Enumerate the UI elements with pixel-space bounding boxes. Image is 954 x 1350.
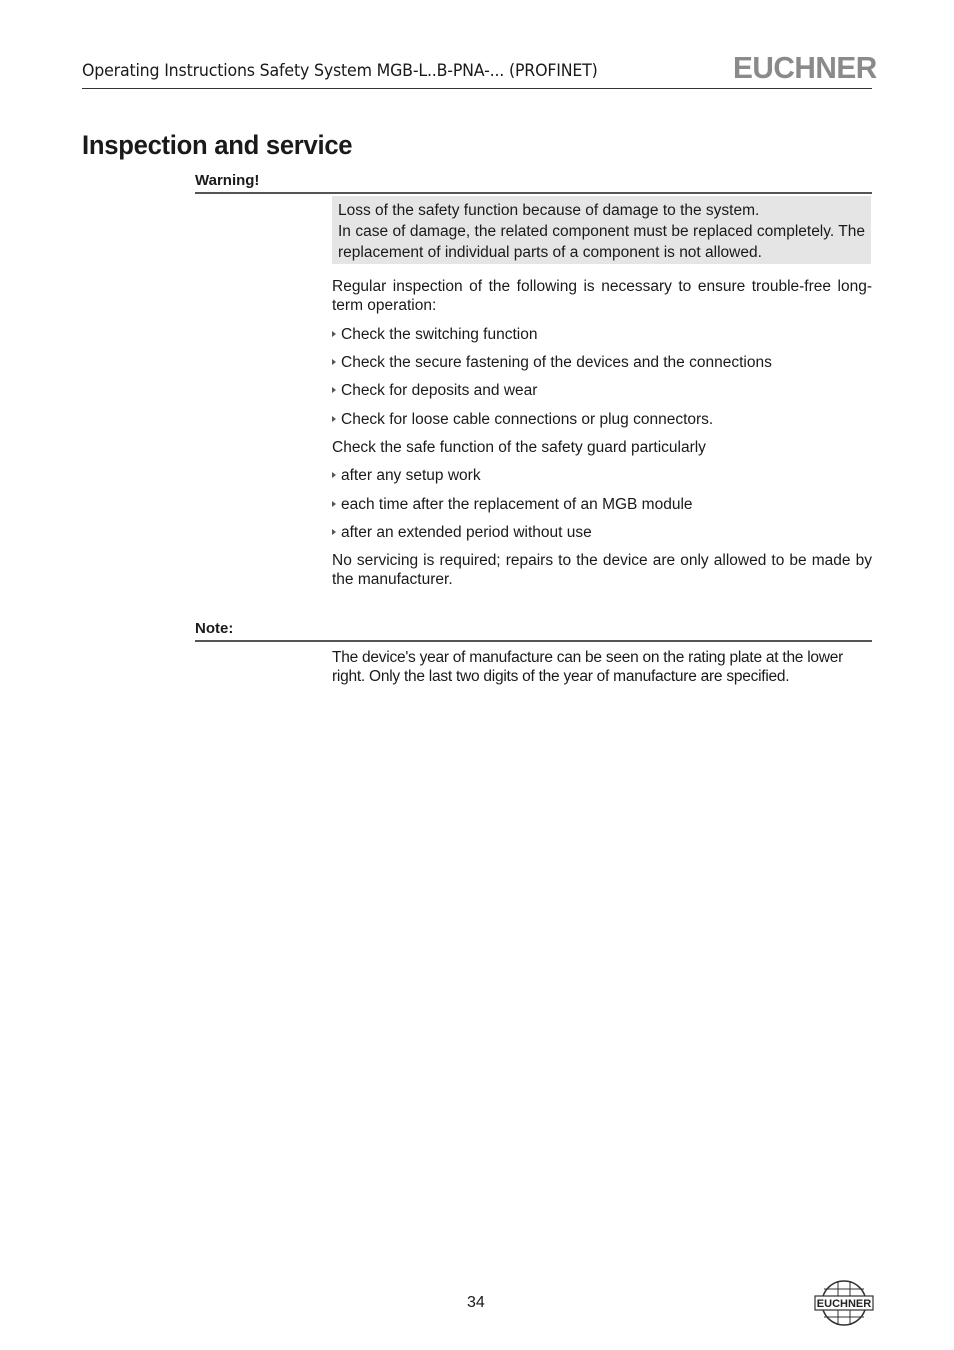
footer-logo-text: EUCHNER xyxy=(816,1298,872,1310)
warning-box xyxy=(332,196,871,264)
list-item: Check for loose cable connections or plug connectors. xyxy=(332,410,713,429)
list-item: after an extended period without use xyxy=(332,523,592,542)
bullet-arrow-icon xyxy=(332,529,336,535)
note-text: The device's year of manufacture can be seen on the rating plate at the lower right. Only the last two digits of the year of manufacture are specified. xyxy=(332,649,844,685)
bullet-arrow-icon xyxy=(332,387,336,393)
euchner-logo: EUCHNER xyxy=(733,50,877,85)
page-number: 34 xyxy=(467,1294,485,1311)
bullet-arrow-icon xyxy=(332,359,336,365)
servicing-note: No servicing is required; repairs to the device are only allowed to be made by the manufacturer. xyxy=(332,552,872,588)
list-item: after any setup work xyxy=(332,466,481,485)
warning-label: Warning! xyxy=(195,172,260,189)
warning-line: In case of damage, the related component must be replaced completely. The xyxy=(338,223,865,240)
safe-function-intro: Check the safe function of the safety guard particularly xyxy=(332,439,706,456)
bullet-arrow-icon xyxy=(332,331,336,337)
bullet-arrow-icon xyxy=(332,472,336,478)
list-item: each time after the replacement of an MGB module xyxy=(332,495,693,514)
list-item: Check the switching function xyxy=(332,325,537,344)
warning-line: Loss of the safety function because of damage to the system. xyxy=(338,202,760,219)
bullet-arrow-icon xyxy=(332,416,336,422)
header-title: Operating Instructions Safety System MGB-L..B-PNA-... (PROFINET) xyxy=(82,61,598,81)
note-divider xyxy=(195,640,872,642)
warning-divider xyxy=(195,192,872,194)
header-divider xyxy=(82,88,872,89)
list-item: Check for deposits and wear xyxy=(332,381,537,400)
list-item: Check the secure fastening of the devices and the connections xyxy=(332,353,772,372)
inspection-intro: Regular inspection of the following is necessary to ensure trouble-free long-term operation: xyxy=(332,278,872,314)
warning-line: replacement of individual parts of a component is not allowed. xyxy=(338,244,762,261)
note-label: Note: xyxy=(195,620,234,637)
bullet-arrow-icon xyxy=(332,501,336,507)
footer-euchner-logo xyxy=(814,1279,874,1327)
page-title: Inspection and service xyxy=(82,130,353,160)
